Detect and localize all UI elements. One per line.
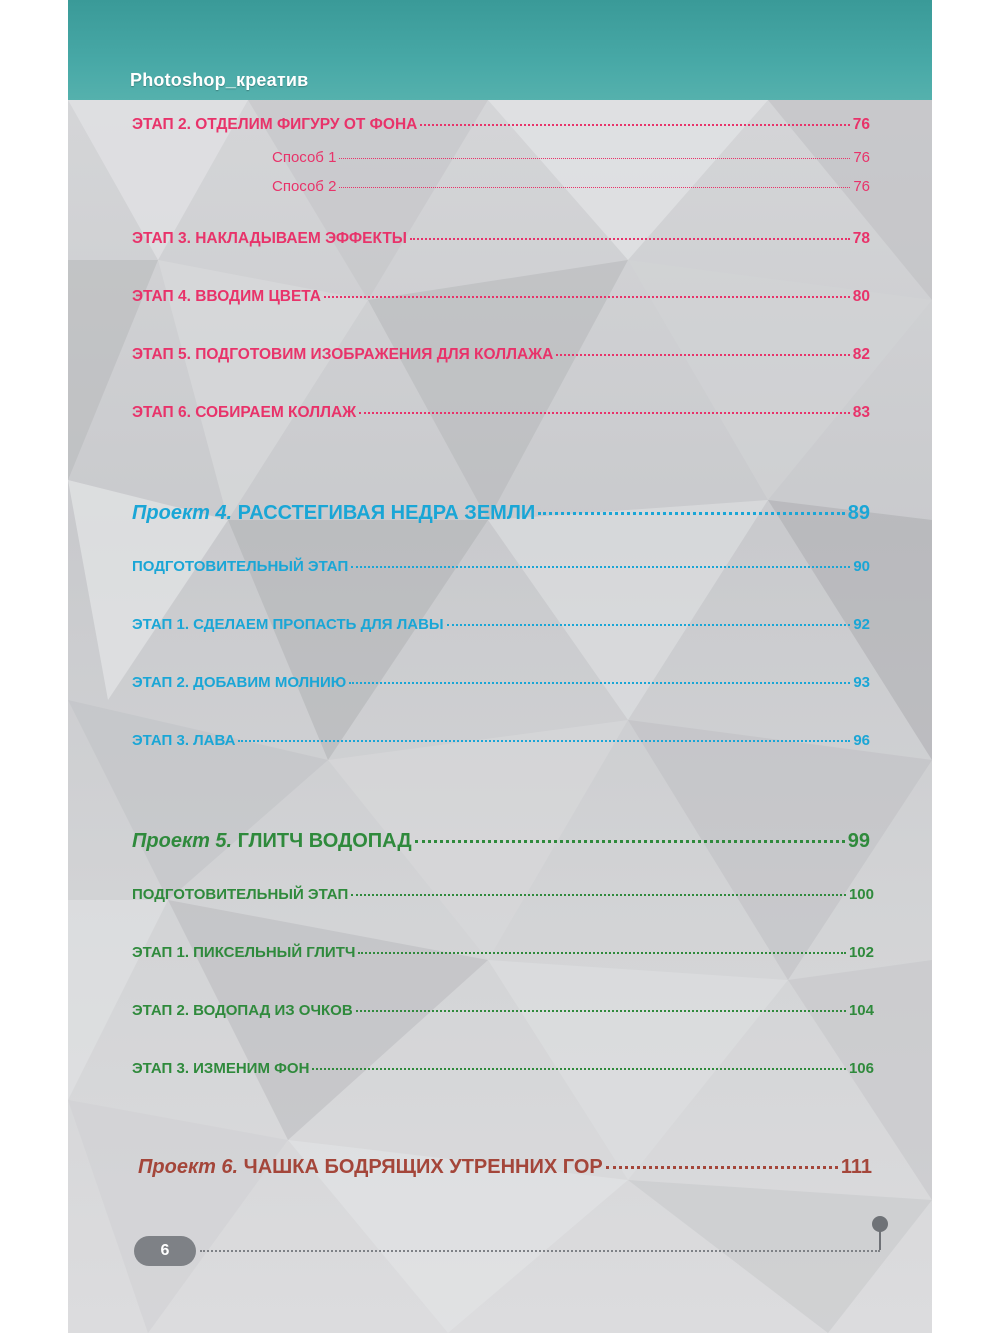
- dot-leader: [415, 840, 845, 843]
- project-prefix: Проект 4.: [132, 502, 233, 524]
- project-4-heading[interactable]: [132, 502, 870, 525]
- dot-leader: [339, 187, 850, 188]
- toc-page-number: 102: [848, 944, 874, 961]
- toc-page-number: 82: [852, 346, 870, 363]
- toc-entry[interactable]: [132, 616, 870, 633]
- dot-leader: [447, 624, 851, 626]
- dot-leader: [538, 512, 845, 515]
- toc-entry[interactable]: [132, 346, 870, 364]
- toc-page-number: 76: [852, 116, 870, 133]
- project-title: ГЛИТЧ ВОДОПАД: [237, 830, 412, 852]
- toc-entry[interactable]: [132, 732, 870, 749]
- toc-page-number: 100: [848, 886, 874, 903]
- dot-leader: [358, 952, 846, 954]
- footer-pin-stem: [879, 1230, 881, 1250]
- toc-page-number: 99: [847, 830, 870, 852]
- project-title: РАССТЕГИВАЯ НЕДРА ЗЕМЛИ: [237, 502, 536, 524]
- running-header-title: Photoshop_креатив: [130, 70, 309, 90]
- pin-icon: [872, 1216, 888, 1232]
- toc-entry-label: ЭТАП 4. ВВОДИМ ЦВЕТА: [132, 288, 321, 305]
- toc-page-number: 76: [853, 149, 870, 166]
- project-prefix: Проект 5.: [132, 830, 233, 852]
- toc-entry-label: ЭТАП 5. ПОДГОТОВИМ ИЗОБРАЖЕНИЯ ДЛЯ КОЛЛАЖА: [132, 346, 554, 363]
- toc-entry[interactable]: [132, 404, 870, 422]
- toc-page-number: 92: [853, 616, 870, 633]
- toc-entry-label: ЭТАП 6. СОБИРАЕМ КОЛЛАЖ: [132, 404, 357, 421]
- dot-leader: [606, 1166, 838, 1169]
- toc-page-number: 76: [853, 178, 870, 195]
- toc-entry[interactable]: [132, 1060, 874, 1077]
- toc-entry-label: ЭТАП 3. ИЗМЕНИМ ФОН: [132, 1060, 310, 1077]
- toc-entry[interactable]: [132, 1002, 874, 1019]
- toc-entry[interactable]: [132, 886, 874, 903]
- dot-leader: [556, 354, 849, 356]
- page-number-badge: 6: [134, 1236, 196, 1266]
- toc-page-number: 96: [853, 732, 870, 749]
- dot-leader: [351, 894, 846, 896]
- toc-subentry-label: Способ 1: [272, 149, 337, 166]
- toc-entry[interactable]: [132, 116, 870, 134]
- project-5-heading[interactable]: [132, 830, 870, 853]
- toc-entry-label: ЭТАП 1. ПИКСЕЛЬНЫЙ ГЛИТЧ: [132, 944, 356, 961]
- toc-entry[interactable]: [132, 944, 874, 961]
- polygon-background: [68, 0, 932, 1333]
- dot-leader: [238, 740, 850, 742]
- toc-subentry-label: Способ 2: [272, 178, 337, 195]
- dot-leader: [339, 158, 850, 159]
- dot-leader: [356, 1010, 846, 1012]
- toc-entry[interactable]: [132, 674, 870, 691]
- toc-entry[interactable]: [132, 288, 870, 306]
- toc-page-number: 90: [853, 558, 870, 575]
- toc-page-number: 93: [853, 674, 870, 691]
- dot-leader: [351, 566, 850, 568]
- toc-page-number: 89: [847, 502, 870, 524]
- toc-entry-label: ЭТАП 2. ВОДОПАД ИЗ ОЧКОВ: [132, 1002, 353, 1019]
- project-6-heading[interactable]: [138, 1156, 872, 1179]
- dot-leader: [410, 238, 850, 240]
- footer-dotted-line: [200, 1250, 880, 1252]
- toc-entry-label: ПОДГОТОВИТЕЛЬНЫЙ ЭТАП: [132, 558, 349, 575]
- toc-entry[interactable]: [132, 558, 870, 575]
- toc-subentry[interactable]: [272, 149, 870, 166]
- toc-page-number: 111: [840, 1156, 872, 1178]
- toc-entry-label: ЭТАП 3. НАКЛАДЫВАЕМ ЭФФЕКТЫ: [132, 230, 407, 247]
- toc-page-number: 80: [852, 288, 870, 305]
- toc-page-number: 106: [848, 1060, 874, 1077]
- project-title: ЧАШКА БОДРЯЩИХ УТРЕННИХ ГОР: [243, 1156, 603, 1178]
- dot-leader: [324, 296, 850, 298]
- toc-entry-label: ЭТАП 2. ДОБАВИМ МОЛНИЮ: [132, 674, 347, 691]
- dot-leader: [420, 124, 849, 126]
- toc-page-number: 83: [852, 404, 870, 421]
- toc-page-number: 104: [848, 1002, 874, 1019]
- toc-entry-label: ЭТАП 1. СДЕЛАЕМ ПРОПАСТЬ ДЛЯ ЛАВЫ: [132, 616, 444, 633]
- project-prefix: Проект 6.: [138, 1156, 239, 1178]
- toc-entry-label: ЭТАП 2. ОТДЕЛИМ ФИГУРУ ОТ ФОНА: [132, 116, 418, 133]
- toc-page: [68, 0, 932, 1333]
- toc-entry-label: ЭТАП 3. ЛАВА: [132, 732, 236, 749]
- toc-page-number: 78: [852, 230, 870, 247]
- toc-entry[interactable]: [132, 230, 870, 248]
- dot-leader: [349, 682, 850, 684]
- toc-subentry[interactable]: [272, 178, 870, 195]
- dot-leader: [312, 1068, 846, 1070]
- toc-entry-label: ПОДГОТОВИТЕЛЬНЫЙ ЭТАП: [132, 886, 349, 903]
- dot-leader: [359, 412, 850, 414]
